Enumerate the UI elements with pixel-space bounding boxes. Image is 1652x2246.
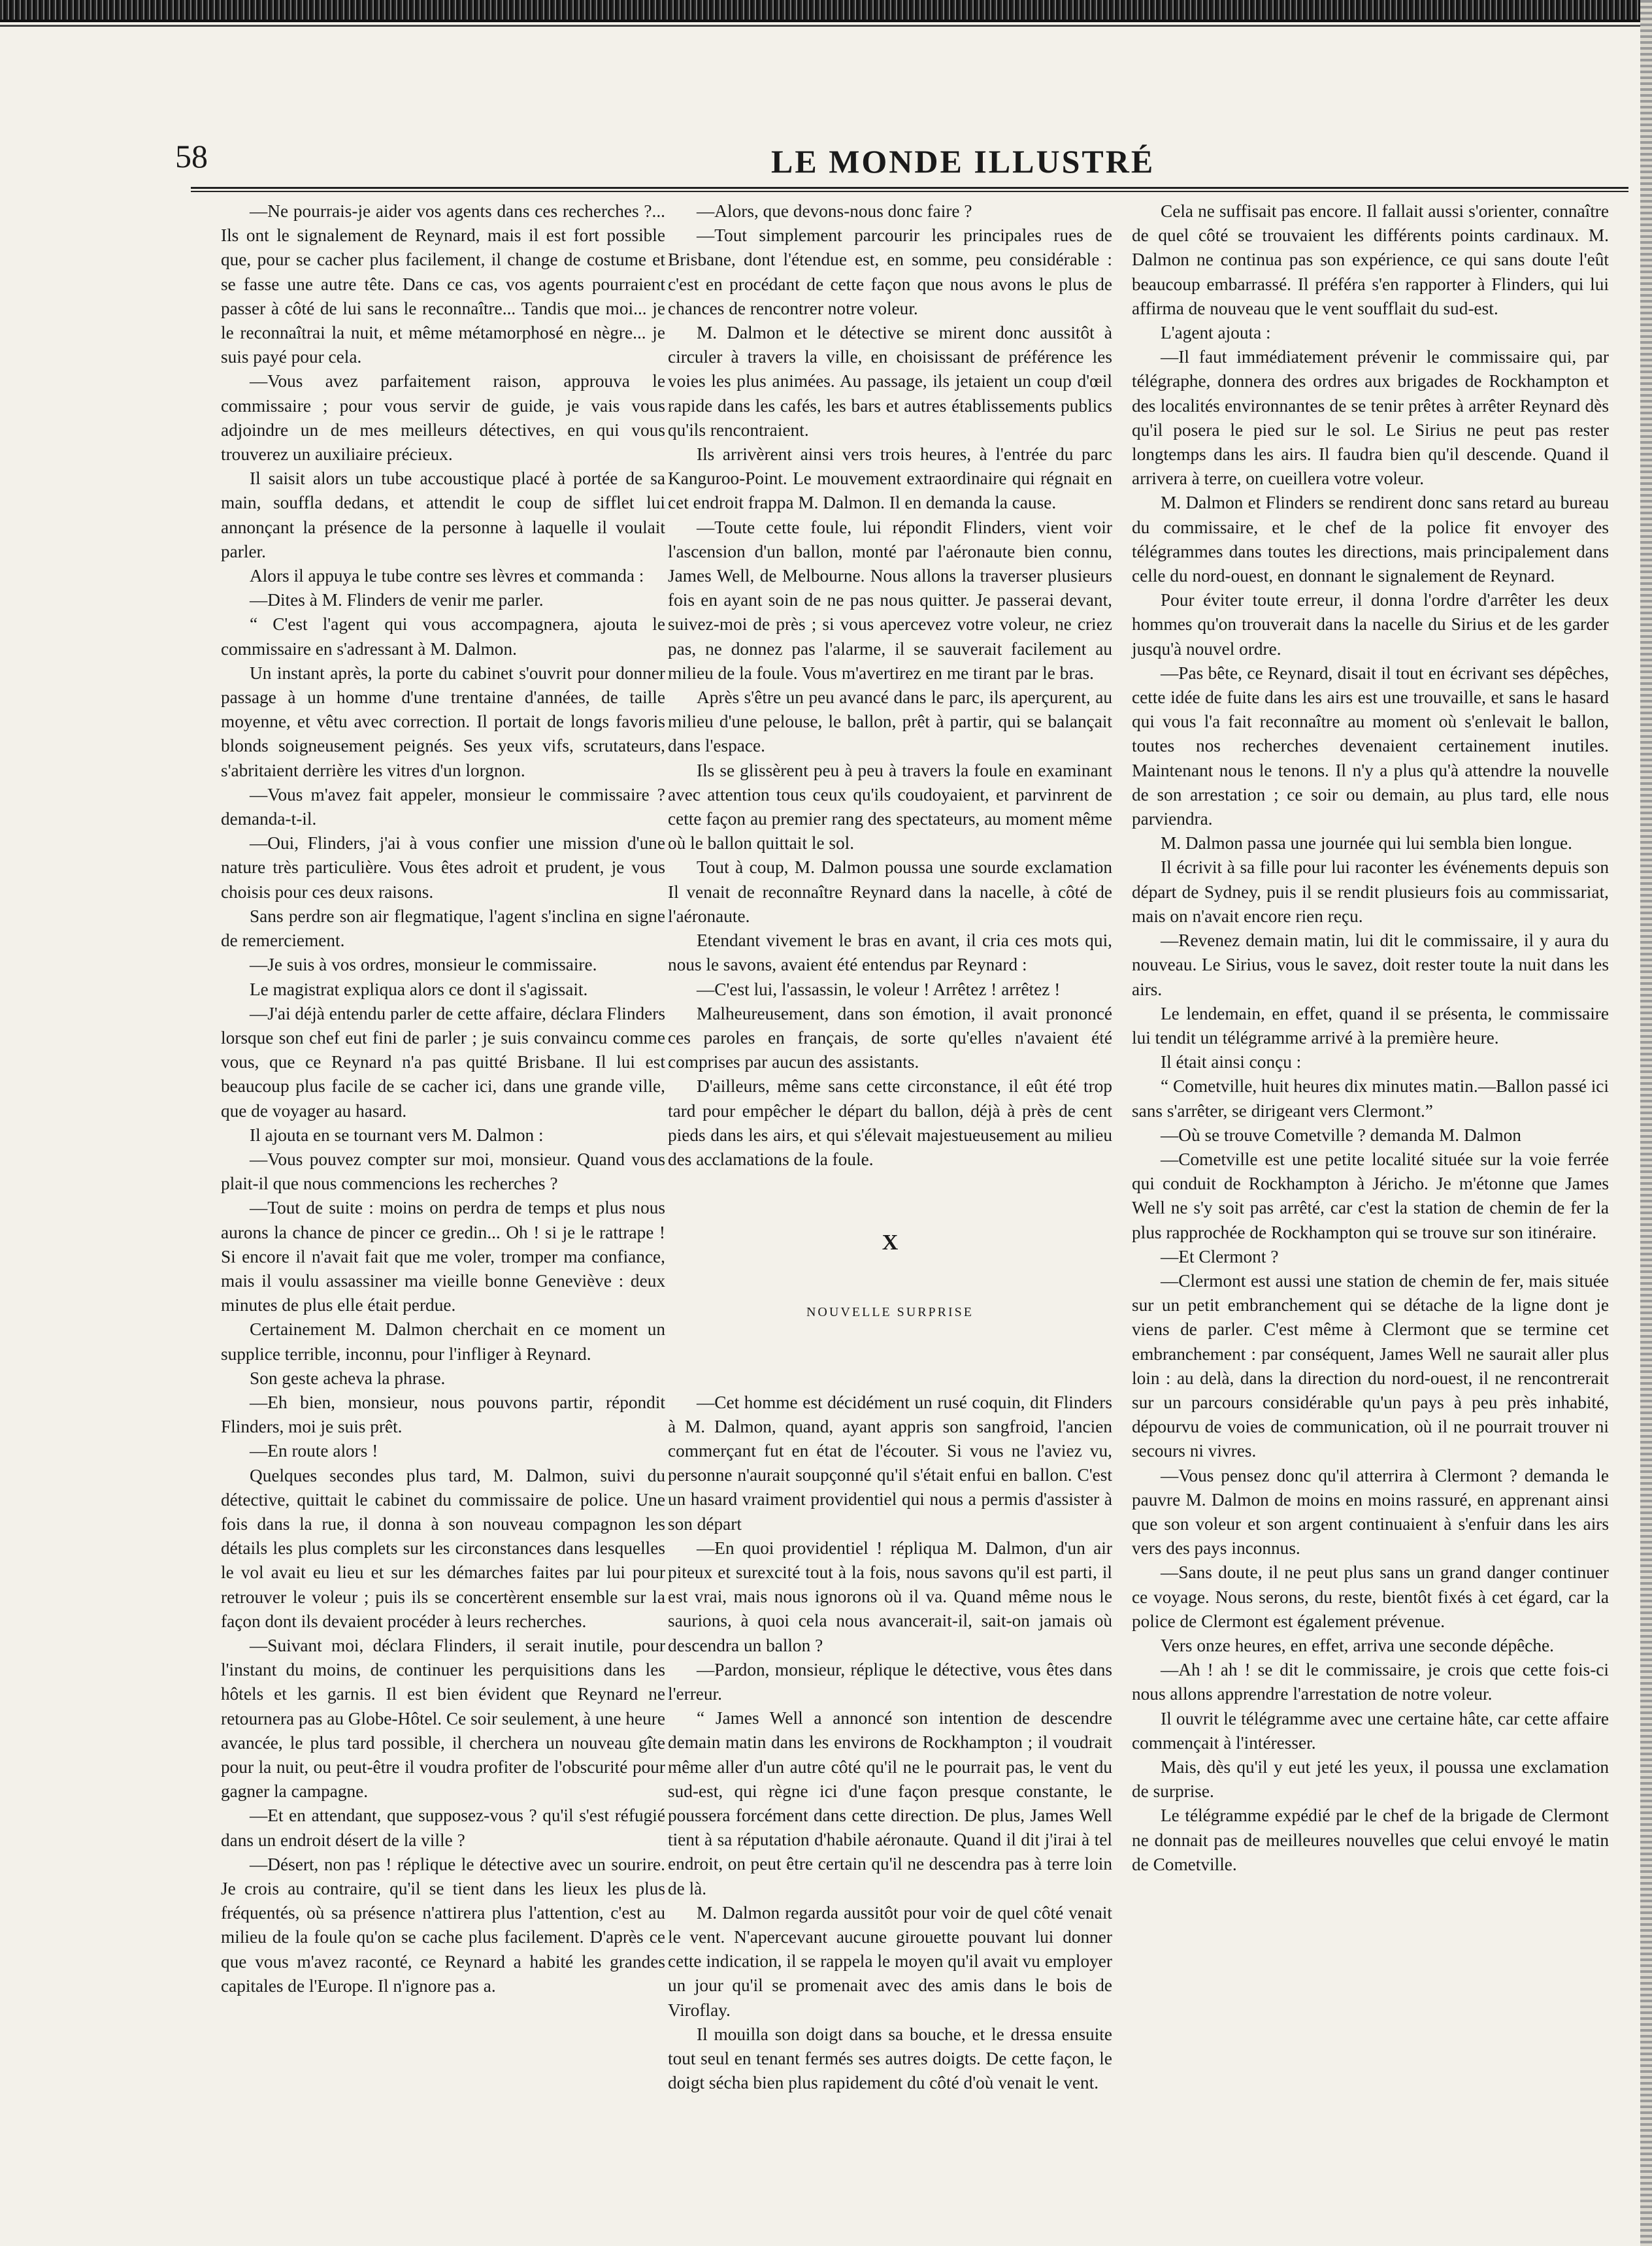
paragraph: Ils arrivèrent ainsi vers trois heures, à l'entrée du parc Kanguroo-Point. Le mouvement extraordinaire qui régnait en cet endroit frappa M. Dalmon. Il en demanda la cause.	[668, 444, 1112, 513]
paragraph: Il ajouta en se tournant vers M. Dalmon :	[250, 1125, 544, 1145]
column-2-text-after	[668, 1391, 1112, 2096]
paragraph: —Ah ! ah ! se dit le commissaire, je crois que cette fois-ci nous allons apprendre l'arrestation de notre voleur.	[1132, 1660, 1609, 1704]
paragraph: —Sans doute, il ne peut plus sans un grand danger continuer ce voyage. Nous serons, du reste, bientôt fixés à cet égard, car la police de Clermont est également prévenue.	[1132, 1562, 1609, 1631]
page-edge	[1640, 0, 1652, 2246]
paragraph: —Toute cette foule, lui répondit Flinders, vient voir l'ascension d'un ballon, monté par l'aéronaute bien connu, James Well, de Melbourne. Nous allons la traverser plusieurs fois en ayant soin de ne pas nous quitter. Je passerai devant, suivez-moi de près ; si vous apercevez votre voleur, ne criez pas, ne donnez pas l'alarme, il se sauverait facilement au milieu de la foule. Vous m'avertirez en me tirant par le bras.	[668, 517, 1112, 683]
paragraph: —Tout simplement parcourir les principales rues de Brisbane, dont l'étendue est, en somme, peu considérable : c'est en procédant de cette façon que nous avons le plus de chances de rencontrer notre voleur.	[668, 225, 1112, 318]
top-border-line	[0, 25, 1652, 27]
paragraph: —Suivant moi, déclara Flinders, il serait inutile, pour l'instant du moins, de continuer les perquisitions dans les hôtels et les garnis. Il est bien évident que Reynard ne retournera pas au Globe-Hôtel. Ce soir seulement, à une heure avancée, le plus tard possible, il cherchera un nouveau gîte pour la nuit, ou peut-être il voudra profiter de l'obscurité pour gagner la campagne.	[221, 1635, 665, 1802]
paragraph: —Pardon, monsieur, réplique le détective, vous êtes dans l'erreur.	[668, 1659, 1112, 1704]
header-rule	[191, 187, 1628, 189]
paragraph: —Oui, Flinders, j'ai à vous confier une mission d'une nature très particulière. Vous êtes adroit et prudent, je vous choisis pour ces deux raisons.	[221, 833, 665, 902]
paragraph: —Ne pourrais-je aider vos agents dans ces recherches ?... Ils ont le signalement de Reynard, mais il est fort possible que, pour se cacher plus facilement, il change de costume et se fasse une autre tête. Dans ce cas, vos agents pourraient passer à côté de lui sans le reconnaître... Tandis que moi... je le reconnaîtrai la nuit, et même métamorphosé en nègre... je suis payé pour cela.	[221, 201, 665, 367]
chapter-number: X	[882, 1230, 899, 1255]
paragraph: —Et Clermont ?	[1161, 1246, 1279, 1266]
paragraph: Pour éviter toute erreur, il donna l'ordre d'arrêter les deux hommes qu'on trouverait dans la nacelle du Sirius et de les garder jusqu'à nouvel ordre.	[1132, 590, 1609, 659]
column-2	[668, 199, 1112, 2095]
paragraph: —Je suis à vos ordres, monsieur le commissaire.	[250, 955, 597, 975]
paragraph: —Et en attendant, que supposez-vous ? qu'il s'est réfugié dans un endroit désert de la ville ?	[221, 1806, 665, 1850]
paragraph: Un instant après, la porte du cabinet s'ouvrit pour donner passage à un homme d'une trentaine d'années, de taille moyenne, et vêtu avec correction. Il portait de longs favoris blonds soigneusement peignés. Ses yeux vifs, scrutateurs, s'abritaient derrière les vitres d'un lorgnon.	[221, 663, 665, 780]
paragraph: L'agent ajouta :	[1161, 323, 1271, 343]
paragraph: Alors il appuya le tube contre ses lèvres et commanda :	[250, 566, 644, 586]
paragraph: —Désert, non pas ! réplique le détective avec un sourire. Je crois au contraire, qu'il se tient dans les lieux les plus fréquentés, où sa présence n'attirera plus l'attention, c'est au milieu de la foule qu'on se cache plus facilement. D'après ce que vous m'avez raconté, ce Reynard a habité les grandes capitales de l'Europe. Il n'ignore pas a.	[221, 1854, 665, 1996]
paragraph: Quelques secondes plus tard, M. Dalmon, suivi du détective, quittait le cabinet du commissaire de police. Une fois dans la rue, il donna à son nouveau compagnon les détails les plus complets sur les circonstances dans lesquelles le vol avait eu lieu et sur les démarches faites par lui pour retrouver le voleur ; puis ils se concertèrent ensemble sur la façon dont ils devaient procéder à leurs recherches.	[221, 1465, 665, 1631]
paragraph: —Alors, que devons-nous donc faire ?	[697, 201, 972, 221]
paragraph: Vers onze heures, en effet, arriva une seconde dépêche.	[1161, 1635, 1554, 1655]
paragraph: —Vous avez parfaitement raison, approuva le commissaire ; pour vous servir de guide, je vais vous adjoindre un de mes meilleurs détectives, en qui vous trouverez un auxiliaire précieux.	[221, 371, 665, 465]
paragraph: Cela ne suffisait pas encore. Il fallait aussi s'orienter, connaître de quel côté se trouvaient les différents points cardinaux. M. Dalmon ne continua pas son expérience, ce qui sans doute l'eût beaucoup embarrassé. Il préféra s'en rapporter à Flinders, qui lui affirma de nouveau que le vent soufflait du sud-est.	[1132, 201, 1609, 318]
header-rule-thin	[191, 191, 1628, 192]
paragraph: Ils se glissèrent peu à peu à travers la foule en examinant avec attention tous ceux qu'ils coudoyaient, et parvinrent de cette façon au premier rang des spectateurs, au moment même où le ballon quittait le sol.	[668, 760, 1112, 853]
paragraph: —Eh bien, monsieur, nous pouvons partir, répondit Flinders, moi je suis prêt.	[221, 1392, 665, 1437]
paragraph: Etendant vivement le bras en avant, il cria ces mots qui, nous le savons, avaient été entendus par Reynard :	[668, 931, 1112, 975]
paragraph: —Où se trouve Cometville ? demanda M. Dalmon	[1161, 1125, 1521, 1145]
paragraph: —Vous pouvez compter sur moi, monsieur. Quand vous plait-il que nous commencions les recherches ?	[221, 1149, 665, 1194]
paragraph: Il mouilla son doigt dans sa bouche, et le dressa ensuite tout seul en tenant fermés ses autres doigts. De cette façon, le doigt sécha bien plus rapidement du côté d'où venait le vent.	[668, 2024, 1112, 2093]
paragraph: Il ouvrit le télégramme avec une certaine hâte, car cette affaire commençait à l'intéresser.	[1132, 1708, 1609, 1753]
paragraph: —Cet homme est décidément un rusé coquin, dit Flinders à M. Dalmon, quand, ayant appris son sangfroid, l'ancien commerçant fut en état de l'écouter. Si vous ne l'aviez vu, personne n'aurait soupçonné qu'il s'était enfui en ballon. C'est un hasard vraiment providentiel qui nous a permis d'assister à son départ	[668, 1392, 1112, 1534]
paragraph: Il était ainsi conçu :	[1161, 1052, 1302, 1072]
paragraph: —Tout de suite : moins on perdra de temps et plus nous aurons la chance de pincer ce gredin... Oh ! si je le rattrape ! Si encore il n'avait fait que me voler, tromper ma confiance, mais il voulu assassiner ma vieille bonne Geneviève : deux minutes de plus elle était perdue.	[221, 1198, 665, 1315]
paragraph: “ C'est l'agent qui vous accompagnera, ajouta le commissaire en s'adressant à M. Dalmon.	[221, 614, 665, 659]
paragraph: —Cometville est une petite localité située sur la voie ferrée qui conduit de Rockhampton à Jéricho. Je m'étonne que James Well ne s'y soit pas arrêté, car c'est la station de chemin de fer la plus rapprochée de Rockhampton qui se trouve sur son itinéraire.	[1132, 1149, 1609, 1242]
paragraph: Sans perdre son air flegmatique, l'agent s'inclina en signe de remerciement.	[221, 906, 665, 951]
paragraph: Malheureusement, dans son émotion, il avait prononcé ces paroles en français, de sorte qu'elles n'avaient été comprises par aucun des assistants.	[668, 1003, 1112, 1072]
paragraph: M. Dalmon passa une journée qui lui sembla bien longue.	[1161, 833, 1572, 853]
paragraph: Mais, dès qu'il y eut jeté les yeux, il poussa une exclamation de surprise.	[1132, 1757, 1609, 1802]
paragraph: —En route alors !	[250, 1441, 378, 1461]
paragraph: Le lendemain, en effet, quand il se présenta, le commissaire lui tendit un télégramme arrivé à la première heure.	[1132, 1003, 1609, 1048]
paragraph: Le télégramme expédié par le chef de la brigade de Clermont ne donnait pas de meilleures nouvelles que celui envoyé le matin de Cometville.	[1132, 1806, 1609, 1874]
page-number: 58	[175, 138, 208, 174]
paragraph: M. Dalmon regarda aussitôt pour voir de quel côté venait le vent. N'apercevant aucune girouette pouvant lui donner cette indication, il se rappela le moyen qu'il avait vu employer un jour qu'il se promenait avec des amis dans le bois de Viroflay.	[668, 1902, 1112, 2020]
paragraph: Il saisit alors un tube accoustique placé à portée de sa main, souffla dedans, et attendit le coup de sifflet lui annonçant la présence de la personne à laquelle il voulait parler.	[221, 469, 665, 561]
paragraph: —Pas bête, ce Reynard, disait il tout en écrivant ses dépêches, cette idée de fuite dans les airs est une trouvaille, et sans le hasard qui vous l'a fait reconnaître au moment où s'enlevait le ballon, toutes nos recherches devenaient certainement inutiles. Maintenant nous le tenons. Il n'y a plus qu'à attendre la nouvelle de son arrestation ; ce soir ou demain, au plus tard, elle nous parviendra.	[1132, 663, 1609, 829]
paragraph: M. Dalmon et le détective se mirent donc aussitôt à circuler à travers la ville, en choisissant de préférence les voies les plus animées. Au passage, ils jetaient un coup d'œil rapide dans les cafés, les bars et autres établissements publics qu'ils rencontraient.	[668, 323, 1112, 440]
paragraph: —Il faut immédiatement prévenir le commissaire qui, par télégraphe, donnera des ordres aux brigades de Rockhampton et des localités environnantes de se tenir prêtes à arrêter Reynard dès qu'il posera le pied sur le sol. Le Sirius ne peut pas rester longtemps dans les airs. Il faudra bien qu'il descende. Quand il arrivera à terre, on cueillera votre voleur.	[1132, 347, 1609, 489]
paragraph: Tout à coup, M. Dalmon poussa une sourde exclamation Il venait de reconnaître Reynard dans la nacelle, à côté de l'aéronaute.	[668, 857, 1112, 926]
publication-title: LE MONDE ILLUSTRÉ	[771, 143, 1155, 180]
paragraph: Le magistrat expliqua alors ce dont il s'agissait.	[250, 979, 588, 999]
paragraph: —Revenez demain matin, lui dit le commissaire, il y aura du nouveau. Le Sirius, vous le savez, doit rester toute la nuit dans les airs.	[1132, 931, 1609, 999]
paragraph: —Clermont est aussi une station de chemin de fer, mais située sur un petit embranchement qui se détache de la ligne dont je viens de parler. C'est même à Clermont que se termine cet embranchement : par conséquent, James Well ne saurait aller plus loin : au delà, dans la direction du nord-ouest, il ne rencontrerait sur un parcours considérable qu'un pays à peu près inhabité, dépourvu de voies de communication, où il ne pourrait trouver ni secours ni vivres.	[1132, 1270, 1609, 1461]
paragraph: —Vous m'avez fait appeler, monsieur le commissaire ? demanda-t-il.	[221, 784, 665, 829]
paragraph: Certainement M. Dalmon cherchait en ce moment un supplice terrible, inconnu, pour l'infliger à Reynard.	[221, 1319, 665, 1364]
paragraph: —Dites à M. Flinders de venir me parler.	[250, 590, 544, 610]
chapter-title: NOUVELLE SURPRISE	[806, 1305, 974, 1320]
paragraph: —Vous pensez donc qu'il atterrira à Clermont ? demanda le pauvre M. Dalmon de moins en moins rassuré, en apprenant ainsi que son voleur et son argent continuaient à s'enfuir dans les airs vers des pays inconnus.	[1132, 1465, 1609, 1559]
paragraph: Après s'être un peu avancé dans le parc, ils aperçurent, au milieu d'une pelouse, le ballon, prêt à partir, qui se balançait dans l'espace.	[668, 687, 1112, 756]
paragraph: Il écrivit à sa fille pour lui raconter les événements depuis son départ de Sydney, puis il se rendit plusieurs fois au commissariat, mais on n'avait encore rien reçu.	[1132, 857, 1609, 926]
paragraph: D'ailleurs, même sans cette circonstance, il eût été trop tard pour empêcher le départ du ballon, déjà à près de cent pieds dans les airs, et qui s'élevait majestueusement au milieu des acclamations de la foule.	[668, 1076, 1112, 1169]
paragraph: Son geste acheva la phrase.	[250, 1368, 446, 1388]
paragraph: —C'est lui, l'assassin, le voleur ! Arrêtez ! arrêtez !	[697, 979, 1061, 999]
column-3	[1132, 199, 1609, 1877]
paragraph: M. Dalmon et Flinders se rendirent donc sans retard au bureau du commissaire, et le chef de la police fit envoyer des télégrammes dans toutes les directions, mais principalement dans celle du nord-ouest, en donnant le signalement de Reynard.	[1132, 493, 1609, 586]
paragraph: —En quoi providentiel ! répliqua M. Dalmon, d'un air piteux et surexcité tout à la fois, nous savons qu'il est parti, il est vrai, mais nous ignorons où il va. Quand même nous le saurions, à quoi cela nous avancerait-il, sait-on jamais où descendra un ballon ?	[668, 1538, 1112, 1655]
top-border	[0, 0, 1652, 22]
column-1	[221, 199, 665, 1998]
paragraph: “ James Well a annoncé son intention de descendre demain matin dans les environs de Rockhampton ; il voudrait même aller d'un autre côté qu'il ne le pourrait pas, le vent du sud-est, qui règne ici d'une façon presque constante, le poussera forcément dans cette direction. De plus, James Well tient à sa réputation d'habile aéronaute. Quand il dit j'irai à tel endroit, on peut être certain qu'il ne descendra pas à terre loin de là.	[668, 1708, 1112, 1898]
paragraph: —J'ai déjà entendu parler de cette affaire, déclara Flinders lorsque son chef eut fini de parler ; je suis convaincu comme vous, que ce Reynard n'a pas quitté Brisbane. Il lui est beaucoup plus facile de se cacher ici, dans une grande ville, que de voyager au hasard.	[221, 1003, 665, 1121]
paragraph: “ Cometville, huit heures dix minutes matin.—Ballon passé ici sans s'arrêter, se dirigeant vers Clermont.”	[1132, 1076, 1609, 1121]
column-2-text-before	[668, 199, 1112, 1172]
